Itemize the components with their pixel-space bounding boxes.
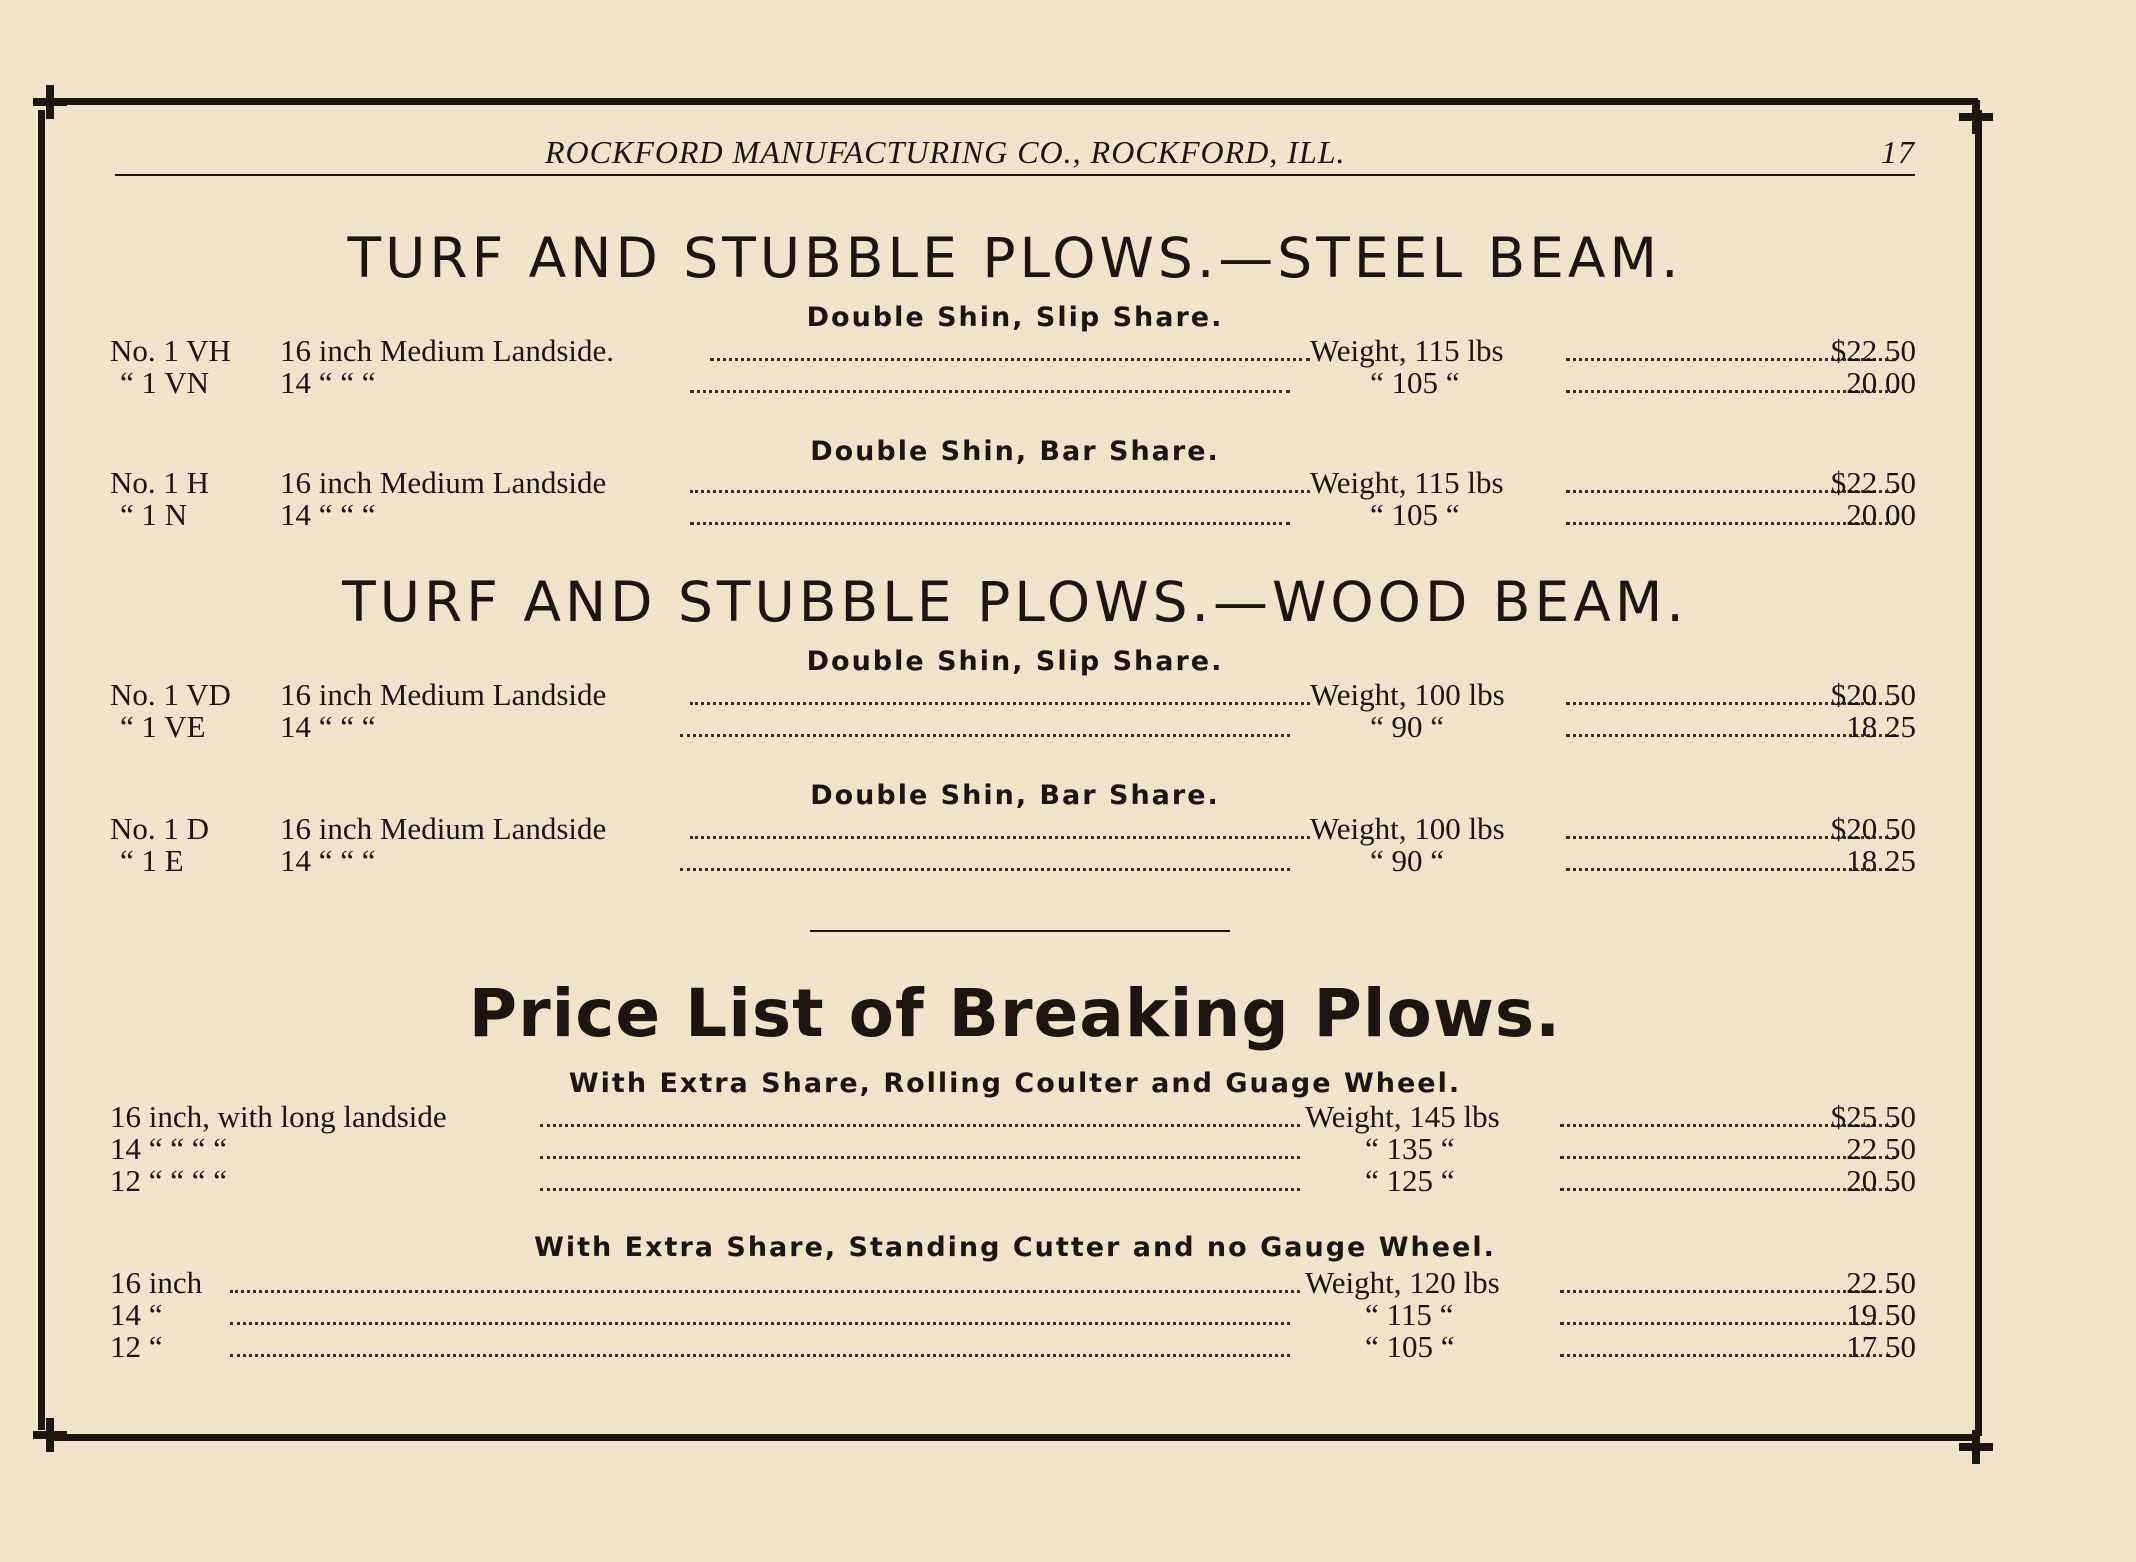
subtitle-steel-bar-share: Double Shin, Bar Share. [810, 436, 1220, 467]
subtitle-rolling-coulter: With Extra Share, Rolling Coulter and Guage Wheel. [568, 1068, 1462, 1099]
price-row: 14 “ “ “ “ “ 135 “ 22 50 [110, 1131, 1916, 1166]
price-row: 14 “ “ 115 “ 19 50 [110, 1297, 1916, 1332]
price-row: No. 1 VH 16 inch Medium Landside. Weight, 115 lbs $22 50 [110, 333, 1916, 368]
section-divider [810, 930, 1230, 932]
price-row: “ 1 N 14 “ “ “ “ 105 “ 20 00 [120, 497, 1916, 532]
section-title-steel-beam: TURF AND STUBBLE PLOWS.—STEEL BEAM. [347, 226, 1683, 290]
corner-ornament-top-left [33, 85, 67, 119]
header-rule [115, 174, 1915, 176]
subtitle-wood-bar-share: Double Shin, Bar Share. [810, 780, 1220, 811]
price-row: 16 inch, with long landside Weight, 145 lbs $25 50 [110, 1099, 1916, 1134]
price-row: 16 inch Weight, 120 lbs 22 50 [110, 1265, 1916, 1300]
corner-ornament-bottom-left [33, 1418, 67, 1452]
border-top [48, 98, 1978, 105]
price-row: 12 “ “ “ “ “ 125 “ 20 50 [110, 1163, 1916, 1198]
price-row: “ 1 VN 14 “ “ “ “ 105 “ 20 00 [120, 365, 1916, 400]
price-row: No. 1 VD 16 inch Medium Landside Weight, 100 lbs $20 50 [110, 677, 1916, 712]
corner-ornament-bottom-right [1959, 1430, 1993, 1464]
price-row: “ 1 VE 14 “ “ “ “ 90 “ 18 25 [120, 709, 1916, 744]
subtitle-standing-cutter: With Extra Share, Standing Cutter and no Gauge Wheel. [534, 1232, 1496, 1263]
page-number: 17 [1881, 134, 1915, 170]
price-row: No. 1 D 16 inch Medium Landside Weight, 100 lbs $20 50 [110, 811, 1916, 846]
price-row: 12 “ “ 105 “ 17 50 [110, 1329, 1916, 1364]
corner-ornament-top-right [1959, 100, 1993, 134]
price-row: No. 1 H 16 inch Medium Landside Weight, 115 lbs $22 50 [110, 465, 1916, 500]
section-title-wood-beam: TURF AND STUBBLE PLOWS.—WOOD BEAM. [342, 570, 1688, 634]
price-row: “ 1 E 14 “ “ “ “ 90 “ 18 25 [120, 843, 1916, 878]
company-name: ROCKFORD MANUFACTURING CO., ROCKFORD, ILL. [545, 134, 1346, 170]
subtitle-wood-slip-share: Double Shin, Slip Share. [806, 646, 1224, 677]
subtitle-steel-slip-share: Double Shin, Slip Share. [806, 302, 1224, 333]
breaking-plows-title: Price List of Breaking Plows. [468, 975, 1562, 1052]
border-bottom [48, 1434, 1978, 1441]
